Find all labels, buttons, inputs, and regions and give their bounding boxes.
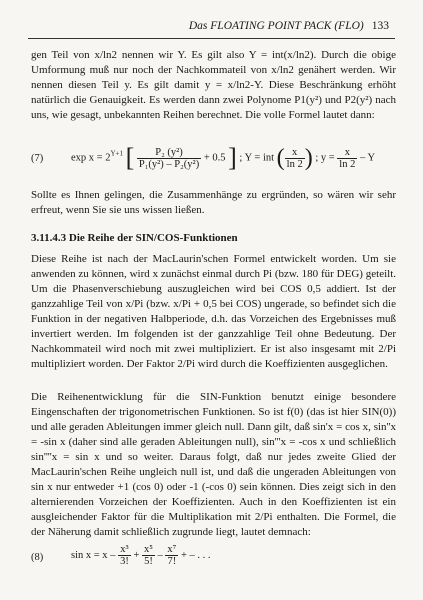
fraction-denominator: P₁(y²) – P₂(y²) bbox=[138, 158, 200, 170]
formula-8 bbox=[31, 544, 396, 574]
series-tail: + – . . . bbox=[180, 549, 211, 561]
fraction-denominator: 5! bbox=[144, 556, 153, 567]
equation-number-7: (7) bbox=[31, 153, 44, 164]
header-rule bbox=[28, 38, 395, 39]
series-operator: – bbox=[157, 549, 163, 561]
fraction-numerator: x⁷ bbox=[167, 544, 177, 555]
fraction-denominator: 7! bbox=[167, 556, 177, 567]
right-bracket: ] bbox=[228, 143, 237, 172]
equation-number-8: (8) bbox=[31, 552, 44, 563]
formula-7-fraction-3 bbox=[337, 147, 357, 170]
formula-7-fraction-2 bbox=[285, 147, 305, 170]
fraction-numerator: x⁵ bbox=[143, 544, 153, 555]
formula-7-exponent: Y+1 bbox=[110, 149, 123, 158]
fraction-denominator: ln 2 bbox=[286, 158, 303, 170]
fraction-numerator: x³ bbox=[118, 544, 131, 556]
series-operator: + bbox=[133, 549, 140, 561]
formula-7-lhs: exp x = 2 bbox=[71, 152, 111, 164]
formula-7-fraction bbox=[137, 147, 201, 170]
paragraph-1: gen Teil von x/ln2 nennen wir Y. Es gilt also Y = int(x/ln2). Durch die obige Umformung muß nur noch der Nachkommateil von x/ln2 genähert werden. Wir nennen diesen Teil y. Es gilt damit y = x/ln2-Y. Diese Beschränkung erhöht natürlich die Genauigkeit. Es werden dann zwei Polynome P1(y²) und P2(y²) nach uns, wie gesagt, unbekannten Reihen berechnet. Die volle Formel lautet dann: bbox=[31, 49, 396, 121]
series-term-1 bbox=[118, 544, 131, 567]
left-bracket: [ bbox=[125, 143, 135, 172]
formula-8-body bbox=[71, 544, 211, 567]
series-term-3 bbox=[165, 544, 178, 567]
series-term-2 bbox=[142, 544, 155, 567]
paragraph-4: Die Reihenentwicklung für die SIN-Funktion benutzt einige besondere Eingenschaften der trigonometrischen Funktionen. So ist f(0) (das ist hier SIN(0)) und alle geraden Ableitungen immer gleich null. Dann gilt, daß sin'x = cos x, sin''x = -sin x (daher sind alle geraden Ableitungen null), sin'''x = -cos x und schließlich sin''''x = sin x und so weiter. Daraus folgt, daß nur jedes zweite Glied der MacLaurin'schen Reihe ungleich null ist, und daß die ungeraden Ableitungen von sin x nur entweder +1 (cos 0) oder -1 (-cos 0) sein können. Dies zeigt sich in den alternierenden Vorzeichen der Koeffizienten. Auch in den Koeffizienten ist ein ausgleichender Faktor für die Multiplikation mit 2/Pi enthalten. Die Formel, die der Näherung damit schließlich zugrunde liegt, lautet demnach: bbox=[31, 391, 396, 538]
formula-7-mid: ; Y = int bbox=[239, 152, 275, 164]
page-number: 133 bbox=[371, 20, 389, 32]
fraction-denominator: 3! bbox=[120, 556, 129, 567]
left-paren: ( bbox=[276, 145, 285, 171]
formula-7-body bbox=[71, 145, 375, 171]
fraction-denominator: ln 2 bbox=[339, 158, 356, 170]
formula-8-lhs: sin x = x – bbox=[71, 549, 116, 561]
formula-7 bbox=[31, 145, 396, 179]
right-paren: ) bbox=[304, 145, 313, 171]
paragraph-3: Diese Reihe ist nach der MacLaurin'schen Formel entwickelt worden. Um sie anwenden zu können, wird x zunächst einmal durch Pi (bzw. 180 für DEG) geteilt. Um die Phasenverschiebung auszugleichen wird bei COS 0,5 addiert. Ist der ganzzahlige Teil von x/Pi (bzw. x/Pi + 0,5 bei COS) ungerade, so befindet sich die Funktion in der negativen Halbperiode, d.h. das Vorzeichen des Ergebnisses muß invertiert werden. Im folgenden ist der ganzzahlige Teil ohne Bedeutung. Der Nachkommateil wird noch mit zwei multipliziert. Er ist also insgesamt mit 2/Pi multipliziert worden. Der Faktor 2/Pi wird durch die Koeffizienten ausgeglichen. bbox=[31, 253, 396, 370]
running-header bbox=[189, 20, 389, 32]
fraction-numerator: P₂ (y²) bbox=[137, 147, 201, 159]
header-title: Das FLOATING POINT PACK (FLO) bbox=[188, 20, 364, 32]
section-heading: 3.11.4.3 Die Reihe der SIN/COS-Funktionen bbox=[31, 232, 238, 244]
formula-7-tail: – Y bbox=[359, 152, 376, 164]
fraction-numerator: x bbox=[285, 147, 305, 159]
formula-7-mid2: ; y = bbox=[315, 152, 335, 164]
fraction-numerator: x bbox=[337, 147, 357, 159]
formula-7-plus: + 0.5 bbox=[203, 152, 226, 164]
paragraph-2: Sollte es Ihnen gelingen, die Zusammenhänge zu ergründen, so wären wir sehr erfreut, wenn Sie sie uns wissen ließen. bbox=[31, 189, 396, 216]
